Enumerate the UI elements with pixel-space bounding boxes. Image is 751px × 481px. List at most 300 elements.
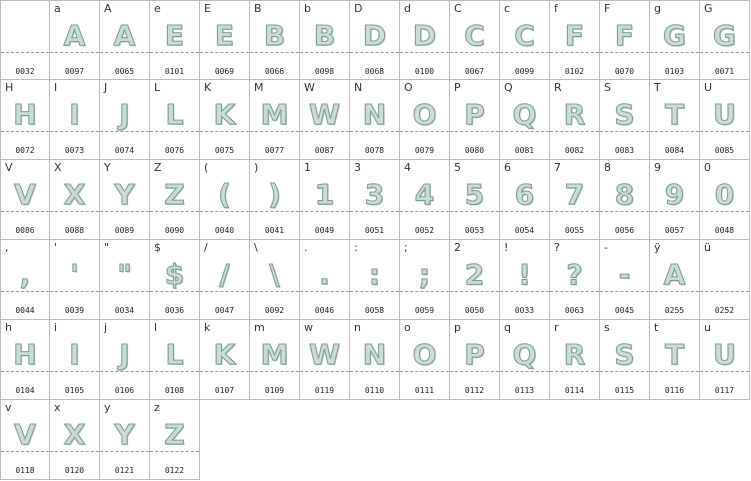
glyph-cell[interactable] [550, 240, 600, 320]
baseline-divider [500, 211, 549, 212]
font-glyph-preview: ! [518, 258, 531, 291]
keyboard-character-label: ' [54, 241, 58, 254]
keyboard-character-label: N [354, 81, 363, 94]
baseline-divider [50, 131, 99, 132]
keyboard-character-label: j [104, 321, 108, 334]
glyph-cell[interactable] [0, 160, 50, 240]
glyph-cell[interactable] [250, 320, 300, 400]
baseline-divider [450, 131, 499, 132]
glyph-cell[interactable] [200, 80, 250, 160]
font-glyph-preview [700, 258, 749, 292]
glyph-cell[interactable] [600, 0, 650, 80]
glyph-cell[interactable] [100, 240, 150, 320]
keyboard-character-label: Q [504, 81, 513, 94]
font-glyph-preview: / [219, 258, 230, 291]
keyboard-character-label: G [704, 2, 713, 15]
glyph-cell[interactable] [350, 160, 400, 240]
keyboard-character-label: v [5, 401, 12, 414]
baseline-divider [650, 211, 699, 212]
glyph-cell[interactable] [550, 160, 600, 240]
glyph-cell[interactable] [150, 240, 200, 320]
font-glyph-preview: Z [164, 418, 185, 451]
glyph-cell[interactable] [350, 240, 400, 320]
baseline-divider [250, 291, 299, 292]
keyboard-character-label: 5 [454, 161, 461, 174]
font-glyph-preview: E [164, 19, 185, 52]
font-glyph-preview: J [119, 98, 130, 131]
character-code-label: 0078 [364, 146, 385, 155]
character-code-label: 0056 [614, 226, 635, 235]
glyph-cell[interactable] [100, 400, 150, 480]
character-code-label: 0115 [614, 386, 635, 395]
baseline-divider [200, 371, 249, 372]
font-glyph-preview: ) [268, 178, 281, 211]
glyph-cell[interactable] [300, 320, 350, 400]
glyph-cell[interactable] [700, 160, 750, 240]
glyph-cell[interactable] [50, 400, 100, 480]
glyph-cell[interactable] [150, 0, 200, 80]
character-code-label: 0077 [264, 146, 285, 155]
glyph-cell[interactable] [100, 160, 150, 240]
glyph-cell[interactable] [400, 0, 450, 80]
glyph-cell[interactable] [600, 160, 650, 240]
keyboard-character-label: T [654, 81, 661, 94]
glyph-cell[interactable] [500, 320, 550, 400]
character-code-label: 0085 [714, 146, 735, 155]
font-glyph-preview: 2 [464, 258, 485, 291]
baseline-divider [150, 211, 199, 212]
font-glyph-preview: A [663, 258, 686, 291]
character-code-label: 0051 [364, 226, 385, 235]
font-glyph-preview: ( [218, 178, 231, 211]
keyboard-character-label: e [154, 2, 161, 15]
font-glyph-preview: \ [269, 258, 280, 291]
glyph-cell[interactable] [650, 240, 700, 320]
font-glyph-preview: 7 [564, 178, 585, 211]
glyph-cell[interactable] [150, 80, 200, 160]
baseline-divider [500, 131, 549, 132]
character-code-label: 0068 [364, 67, 385, 76]
glyph-cell[interactable] [100, 80, 150, 160]
character-code-label: 0076 [164, 146, 185, 155]
baseline-divider [300, 291, 349, 292]
character-code-label: 0063 [564, 306, 585, 315]
baseline-divider [100, 131, 149, 132]
font-glyph-preview: E [214, 19, 235, 52]
keyboard-character-label: s [604, 321, 610, 334]
baseline-divider [50, 371, 99, 372]
keyboard-character-label: 1 [304, 161, 311, 174]
glyph-cell[interactable] [0, 0, 50, 80]
font-glyph-preview: N [362, 98, 387, 131]
baseline-divider [1, 131, 49, 132]
glyph-cell[interactable] [0, 320, 50, 400]
font-glyph-preview: C [514, 19, 535, 52]
keyboard-character-label: - [604, 241, 608, 254]
glyph-cell[interactable] [150, 160, 200, 240]
font-glyph-preview: M [260, 338, 289, 371]
baseline-divider [550, 371, 599, 372]
baseline-divider [400, 371, 449, 372]
baseline-divider [600, 211, 649, 212]
baseline-divider [200, 211, 249, 212]
character-code-label: 0081 [514, 146, 535, 155]
baseline-divider [250, 371, 299, 372]
character-code-label: 0089 [114, 226, 135, 235]
glyph-cell[interactable] [50, 80, 100, 160]
glyph-cell[interactable] [550, 320, 600, 400]
glyph-cell[interactable] [650, 320, 700, 400]
character-code-label: 0039 [64, 306, 85, 315]
keyboard-character-label: ; [404, 241, 408, 254]
baseline-divider [600, 291, 649, 292]
character-code-label: 0048 [714, 226, 735, 235]
glyph-cell[interactable] [50, 160, 100, 240]
font-glyph-preview: G [713, 19, 736, 52]
font-glyph-preview: : [368, 258, 381, 291]
baseline-divider [300, 371, 349, 372]
glyph-cell[interactable] [550, 0, 600, 80]
character-code-label: 0111 [414, 386, 435, 395]
baseline-divider [450, 291, 499, 292]
font-glyph-preview: V [14, 178, 36, 211]
character-code-label: 0084 [664, 146, 685, 155]
glyph-cell[interactable] [0, 80, 50, 160]
glyph-cell[interactable] [450, 240, 500, 320]
font-glyph-preview: F [564, 19, 585, 52]
baseline-divider [1, 371, 49, 372]
baseline-divider [350, 52, 399, 53]
baseline-divider [150, 451, 199, 452]
character-code-label: 0041 [264, 226, 285, 235]
baseline-divider [650, 52, 699, 53]
font-glyph-preview: W [309, 98, 340, 131]
keyboard-character-label: " [104, 241, 110, 254]
baseline-divider [200, 291, 249, 292]
keyboard-character-label: c [504, 2, 511, 15]
character-code-label: 0098 [314, 67, 335, 76]
keyboard-character-label: $ [154, 241, 161, 254]
baseline-divider [450, 52, 499, 53]
font-glyph-preview: R [563, 338, 586, 371]
baseline-divider [400, 52, 449, 53]
baseline-divider [700, 291, 749, 292]
glyph-cell[interactable] [650, 160, 700, 240]
baseline-divider [250, 52, 299, 53]
keyboard-character-label: r [554, 321, 559, 334]
baseline-divider [250, 131, 299, 132]
character-code-label: 0053 [464, 226, 485, 235]
character-code-label: 0100 [414, 67, 435, 76]
glyph-cell[interactable] [450, 320, 500, 400]
baseline-divider [100, 52, 149, 53]
character-code-label: 0255 [664, 306, 685, 315]
character-code-label: 0080 [464, 146, 485, 155]
font-glyph-preview: K [213, 338, 236, 371]
keyboard-character-label: ) [254, 161, 259, 174]
baseline-divider [700, 131, 749, 132]
character-code-label: 0067 [464, 67, 485, 76]
character-code-label: 0057 [664, 226, 685, 235]
character-code-label: 0088 [64, 226, 85, 235]
font-glyph-preview: L [165, 338, 184, 371]
glyph-cell[interactable] [50, 240, 100, 320]
character-code-label: 0110 [364, 386, 385, 395]
glyph-cell[interactable] [200, 0, 250, 80]
glyph-cell[interactable] [700, 320, 750, 400]
glyph-cell[interactable] [450, 80, 500, 160]
character-code-label: 0092 [264, 306, 285, 315]
font-glyph-preview: 0 [714, 178, 735, 211]
keyboard-character-label: X [54, 161, 62, 174]
character-code-label: 0032 [15, 67, 35, 76]
baseline-divider [550, 291, 599, 292]
keyboard-character-label: B [254, 2, 262, 15]
character-code-label: 0075 [214, 146, 235, 155]
glyph-cell[interactable] [700, 80, 750, 160]
glyph-cell[interactable] [150, 320, 200, 400]
character-code-label: 0118 [15, 466, 35, 475]
character-code-label: 0070 [614, 67, 635, 76]
font-glyph-preview: 5 [464, 178, 485, 211]
baseline-divider [700, 211, 749, 212]
keyboard-character-label: R [554, 81, 562, 94]
font-glyph-preview: H [13, 98, 37, 131]
keyboard-character-label: A [104, 2, 112, 15]
font-glyph-preview: 8 [614, 178, 635, 211]
keyboard-character-label: . [304, 241, 308, 254]
keyboard-character-label: x [54, 401, 61, 414]
baseline-divider [400, 211, 449, 212]
keyboard-character-label: p [454, 321, 461, 334]
glyph-cell[interactable] [500, 0, 550, 80]
keyboard-character-label: 4 [404, 161, 411, 174]
glyph-cell[interactable] [400, 240, 450, 320]
glyph-cell[interactable] [100, 0, 150, 80]
glyph-cell[interactable] [250, 160, 300, 240]
font-glyph-preview: X [63, 418, 86, 451]
character-code-label: 0114 [564, 386, 585, 395]
character-code-label: 0108 [164, 386, 185, 395]
character-code-label: 0047 [214, 306, 235, 315]
character-code-label: 0050 [464, 306, 485, 315]
keyboard-character-label: D [354, 2, 363, 15]
font-glyph-preview: P [464, 338, 485, 371]
baseline-divider [450, 371, 499, 372]
glyph-cell[interactable] [700, 0, 750, 80]
font-glyph-preview: - [618, 258, 631, 291]
character-code-label: 0109 [264, 386, 285, 395]
keyboard-character-label: Y [104, 161, 111, 174]
character-code-label: 0107 [214, 386, 235, 395]
keyboard-character-label: a [54, 2, 61, 15]
glyph-cell[interactable] [300, 240, 350, 320]
keyboard-character-label: n [354, 321, 361, 334]
font-glyph-preview: A [63, 19, 86, 52]
baseline-divider [150, 291, 199, 292]
glyph-cell[interactable] [50, 0, 100, 80]
baseline-divider [350, 211, 399, 212]
baseline-divider [700, 371, 749, 372]
glyph-cell[interactable] [300, 80, 350, 160]
font-glyph-preview: I [69, 338, 80, 371]
keyboard-character-label: 3 [354, 161, 361, 174]
glyph-cell[interactable] [700, 240, 750, 320]
glyph-cell[interactable] [150, 400, 200, 480]
baseline-divider [150, 131, 199, 132]
keyboard-character-label: 0 [704, 161, 711, 174]
glyph-cell[interactable] [100, 320, 150, 400]
glyph-cell[interactable] [250, 240, 300, 320]
keyboard-character-label: U [704, 81, 713, 94]
character-code-label: 0252 [714, 306, 735, 315]
character-code-label: 0072 [15, 146, 35, 155]
character-code-label: 0122 [164, 466, 185, 475]
keyboard-character-label: K [204, 81, 212, 94]
character-code-label: 0105 [64, 386, 85, 395]
font-glyph-preview: Q [512, 98, 537, 131]
glyph-cell[interactable] [300, 160, 350, 240]
baseline-divider [1, 211, 49, 212]
baseline-divider [50, 451, 99, 452]
glyph-cell[interactable] [450, 160, 500, 240]
font-glyph-preview: A [113, 19, 136, 52]
font-glyph-preview: 1 [314, 178, 335, 211]
keyboard-character-label: l [154, 321, 158, 334]
glyph-cell[interactable] [500, 240, 550, 320]
glyph-cell[interactable] [350, 80, 400, 160]
keyboard-character-label: P [454, 81, 461, 94]
glyph-cell[interactable] [200, 320, 250, 400]
glyph-cell[interactable] [500, 80, 550, 160]
baseline-divider [600, 371, 649, 372]
keyboard-character-label: , [5, 241, 9, 254]
baseline-divider [100, 371, 149, 372]
glyph-cell[interactable] [200, 240, 250, 320]
glyph-cell[interactable] [200, 160, 250, 240]
keyboard-character-label: b [304, 2, 311, 15]
keyboard-character-label: ? [554, 241, 560, 254]
baseline-divider [50, 52, 99, 53]
keyboard-character-label: u [704, 321, 711, 334]
font-glyph-preview: S [614, 98, 635, 131]
character-code-label: 0079 [414, 146, 435, 155]
glyph-cell[interactable] [350, 0, 400, 80]
keyboard-character-label: L [154, 81, 161, 94]
glyph-cell[interactable] [350, 320, 400, 400]
character-code-label: 0103 [664, 67, 685, 76]
glyph-cell[interactable] [550, 80, 600, 160]
glyph-cell[interactable] [250, 80, 300, 160]
baseline-divider [1, 291, 49, 292]
font-glyph-preview: ? [566, 258, 583, 291]
font-glyph-preview: M [260, 98, 289, 131]
font-glyph-preview: K [213, 98, 236, 131]
baseline-divider [400, 291, 449, 292]
keyboard-character-label: S [604, 81, 611, 94]
baseline-divider [550, 52, 599, 53]
keyboard-character-label: Z [154, 161, 162, 174]
font-glyph-preview: I [69, 98, 80, 131]
character-code-label: 0066 [264, 67, 285, 76]
glyph-cell[interactable] [0, 240, 50, 320]
character-code-label: 0036 [164, 306, 185, 315]
keyboard-character-label: g [654, 2, 661, 15]
character-code-label: 0101 [164, 67, 185, 76]
font-glyph-preview: N [362, 338, 387, 371]
glyph-cell[interactable] [600, 240, 650, 320]
font-glyph-preview: Q [512, 338, 537, 371]
keyboard-character-label: C [454, 2, 462, 15]
baseline-divider [550, 211, 599, 212]
font-glyph-preview: Z [164, 178, 185, 211]
font-glyph-preview: V [14, 418, 36, 451]
keyboard-character-label: ! [504, 241, 509, 254]
baseline-divider [100, 211, 149, 212]
character-code-label: 0054 [514, 226, 535, 235]
font-glyph-preview: ' [70, 258, 79, 291]
character-code-label: 0099 [514, 67, 535, 76]
keyboard-character-label: \ [254, 241, 258, 254]
keyboard-character-label: w [304, 321, 313, 334]
baseline-divider [700, 52, 749, 53]
keyboard-character-label: W [304, 81, 315, 94]
character-code-label: 0082 [564, 146, 585, 155]
glyph-cell[interactable] [50, 320, 100, 400]
glyph-cell[interactable] [500, 160, 550, 240]
glyph-cell[interactable] [400, 320, 450, 400]
keyboard-character-label: 2 [454, 241, 461, 254]
glyph-cell[interactable] [300, 0, 350, 80]
character-code-label: 0083 [614, 146, 635, 155]
glyph-cell[interactable] [650, 80, 700, 160]
keyboard-character-label: q [504, 321, 511, 334]
font-glyph-preview: H [13, 338, 37, 371]
font-glyph-preview: B [313, 19, 336, 52]
baseline-divider [1, 451, 49, 452]
glyph-cell[interactable] [0, 400, 50, 480]
font-glyph-preview: D [412, 19, 437, 52]
font-glyph-preview: G [663, 19, 686, 52]
keyboard-character-label: H [5, 81, 14, 94]
baseline-divider [600, 52, 649, 53]
glyph-cell[interactable] [600, 320, 650, 400]
baseline-divider [150, 52, 199, 53]
font-glyph-preview: F [614, 19, 635, 52]
baseline-divider [200, 52, 249, 53]
character-code-label: 0044 [15, 306, 35, 315]
glyph-cell[interactable] [400, 160, 450, 240]
font-glyph-preview: ; [418, 258, 431, 291]
glyph-cell[interactable] [450, 0, 500, 80]
character-code-label: 0045 [614, 306, 635, 315]
glyph-cell[interactable] [400, 80, 450, 160]
font-glyph-preview: J [119, 338, 130, 371]
character-code-label: 0074 [114, 146, 135, 155]
glyph-cell[interactable] [250, 0, 300, 80]
keyboard-character-label: ÿ [654, 241, 661, 254]
keyboard-character-label: J [104, 81, 108, 94]
baseline-divider [450, 211, 499, 212]
baseline-divider [350, 371, 399, 372]
glyph-cell[interactable] [600, 80, 650, 160]
glyph-cell[interactable] [650, 0, 700, 80]
character-code-label: 0117 [714, 386, 735, 395]
keyboard-character-label: ( [204, 161, 209, 174]
baseline-divider [650, 371, 699, 372]
character-code-label: 0106 [114, 386, 135, 395]
baseline-divider [100, 451, 149, 452]
